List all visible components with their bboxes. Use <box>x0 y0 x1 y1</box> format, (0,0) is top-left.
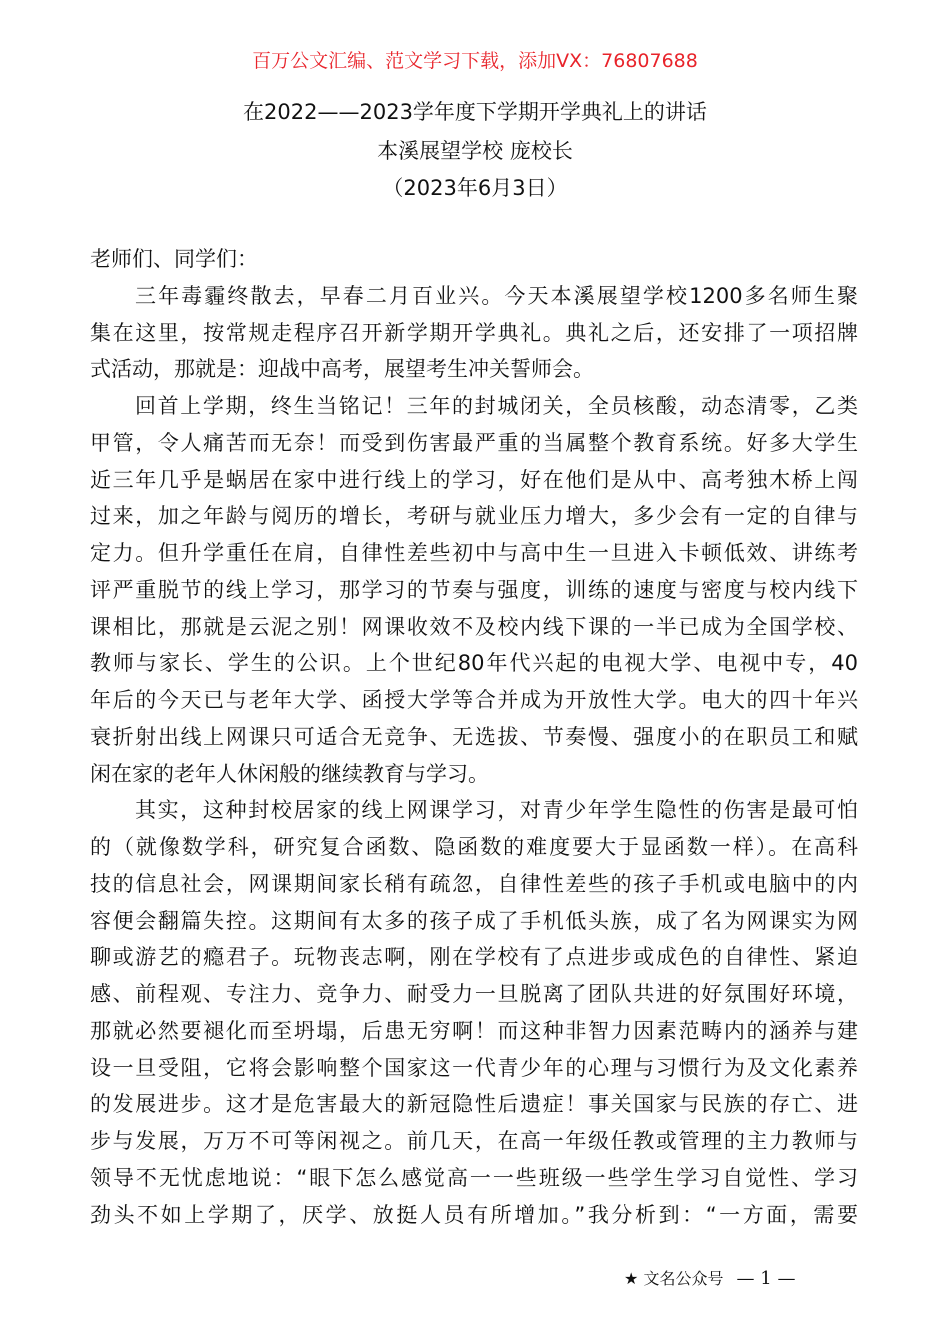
paragraph <box>90 792 858 1233</box>
text-line: 容便会翻篇失控。这期间有太多的孩子成了手机低头族，成了名为网课实为网 <box>90 908 858 933</box>
text-line: 集在这里，按常规走程序召开新学期开学典礼。典礼之后，还安排了一项招牌 <box>90 320 858 345</box>
text-line: 领导不无忧虑地说：“眼下怎么感觉高一一些班级一些学生学习自觉性、学习 <box>90 1165 858 1190</box>
text-line: 闲在家的老年人休闲般的继续教育与学习。 <box>90 761 489 786</box>
page-number: — 1 — <box>736 1268 796 1289</box>
text-line: 过来，加之年龄与阅历的增长，考研与就业压力增大，多少会有一定的自律与 <box>90 504 858 529</box>
speech-date: （2023年6月3日） <box>382 176 568 200</box>
text-line: 式活动，那就是：迎战中高考，展望考生冲关誓师会。 <box>90 357 594 382</box>
text-line: 聊或游艺的瘾君子。玩物丧志啊，刚在学校有了点进步或成色的自律性、紧迫 <box>90 945 858 970</box>
speech-author: 本溪展望学校 庞校长 <box>377 139 573 163</box>
text-line: 老师们、同学们： <box>90 247 258 271</box>
page-footer <box>624 1266 795 1289</box>
text-line: 技的信息社会，网课期间家长稍有疏忽，自律性差些的孩子手机或电脑中的内 <box>90 871 858 896</box>
text-line: 回首上学期，终生当铭记！三年的封城闭关，全员核酸，动态清零，乙类 <box>135 394 858 418</box>
text-line: 衰折射出线上网课只可适合无竞争、无选拔、节奏慢、强度小的在职员工和赋 <box>90 724 858 749</box>
watermark-banner: 百万公文汇编、范文学习下载，添加VX：76807688 <box>252 50 698 72</box>
star-icon: ★ <box>624 1269 639 1288</box>
text-line: 三年毒霾终散去，早春二月百业兴。今天本溪展望学校1200多名师生聚 <box>135 283 858 308</box>
text-line: 评严重脱节的线上学习，那学习的节奏与强度，训练的速度与密度与校内线下 <box>90 577 858 602</box>
text-line: 感、前程观、专注力、竞争力、耐受力一旦脱离了团队共进的好氛围好环境， <box>90 982 858 1006</box>
text-line: 劲头不如上学期了，厌学、放挺人员有所增加。”我分析到：“一方面，需要 <box>90 1202 858 1227</box>
text-line: 近三年几乎是蜗居在家中进行线上的学习，好在他们是从中、高考独木桥上闯 <box>90 467 858 492</box>
paragraph <box>90 278 858 388</box>
text-line: 的（就像数学科，研究复合函数、隐函数的难度要大于显函数一样）。在高科 <box>90 835 858 859</box>
text-line: 教师与家长、学生的公识。上个世纪80年代兴起的电视大学、电视中专，40 <box>90 651 858 676</box>
text-line: 课相比，那就是云泥之别！网课收效不及校内线下课的一半已成为全国学校、 <box>90 614 858 639</box>
text-line: 步与发展，万万不可等闲视之。前几天，在高一年级任教或管理的主力教师与 <box>90 1129 858 1153</box>
document-body <box>90 241 858 1233</box>
paragraph <box>90 241 858 278</box>
text-line: 的发展进步。这才是危害最大的新冠隐性后遗症！事关国家与民族的存亡、进 <box>90 1092 858 1117</box>
text-line: 那就必然要褪化而至坍塌，后患无穷啊！而这种非智力因素范畴内的涵养与建 <box>90 1018 858 1043</box>
paragraph <box>90 388 858 792</box>
speech-title: 在2022——2023学年度下学期开学典礼上的讲话 <box>243 100 707 124</box>
text-line: 定力。但升学重任在肩，自律性差些初中与高中生一旦进入卡顿低效、讲练考 <box>90 541 858 565</box>
text-line: 年后的今天已与老年大学、函授大学等合并成为开放性大学。电大的四十年兴 <box>90 688 858 712</box>
text-line: 设一旦受阻，它将会影响整个国家这一代青少年的心理与习惯行为及文化素养 <box>90 1055 858 1080</box>
footer-source: 文名公众号 <box>643 1269 724 1288</box>
text-line: 其实，这种封校居家的线上网课学习，对青少年学生隐性的伤害是最可怕 <box>135 798 858 823</box>
text-line: 甲管，令人痛苦而无奈！而受到伤害最严重的当属整个教育系统。好多大学生 <box>90 430 858 455</box>
